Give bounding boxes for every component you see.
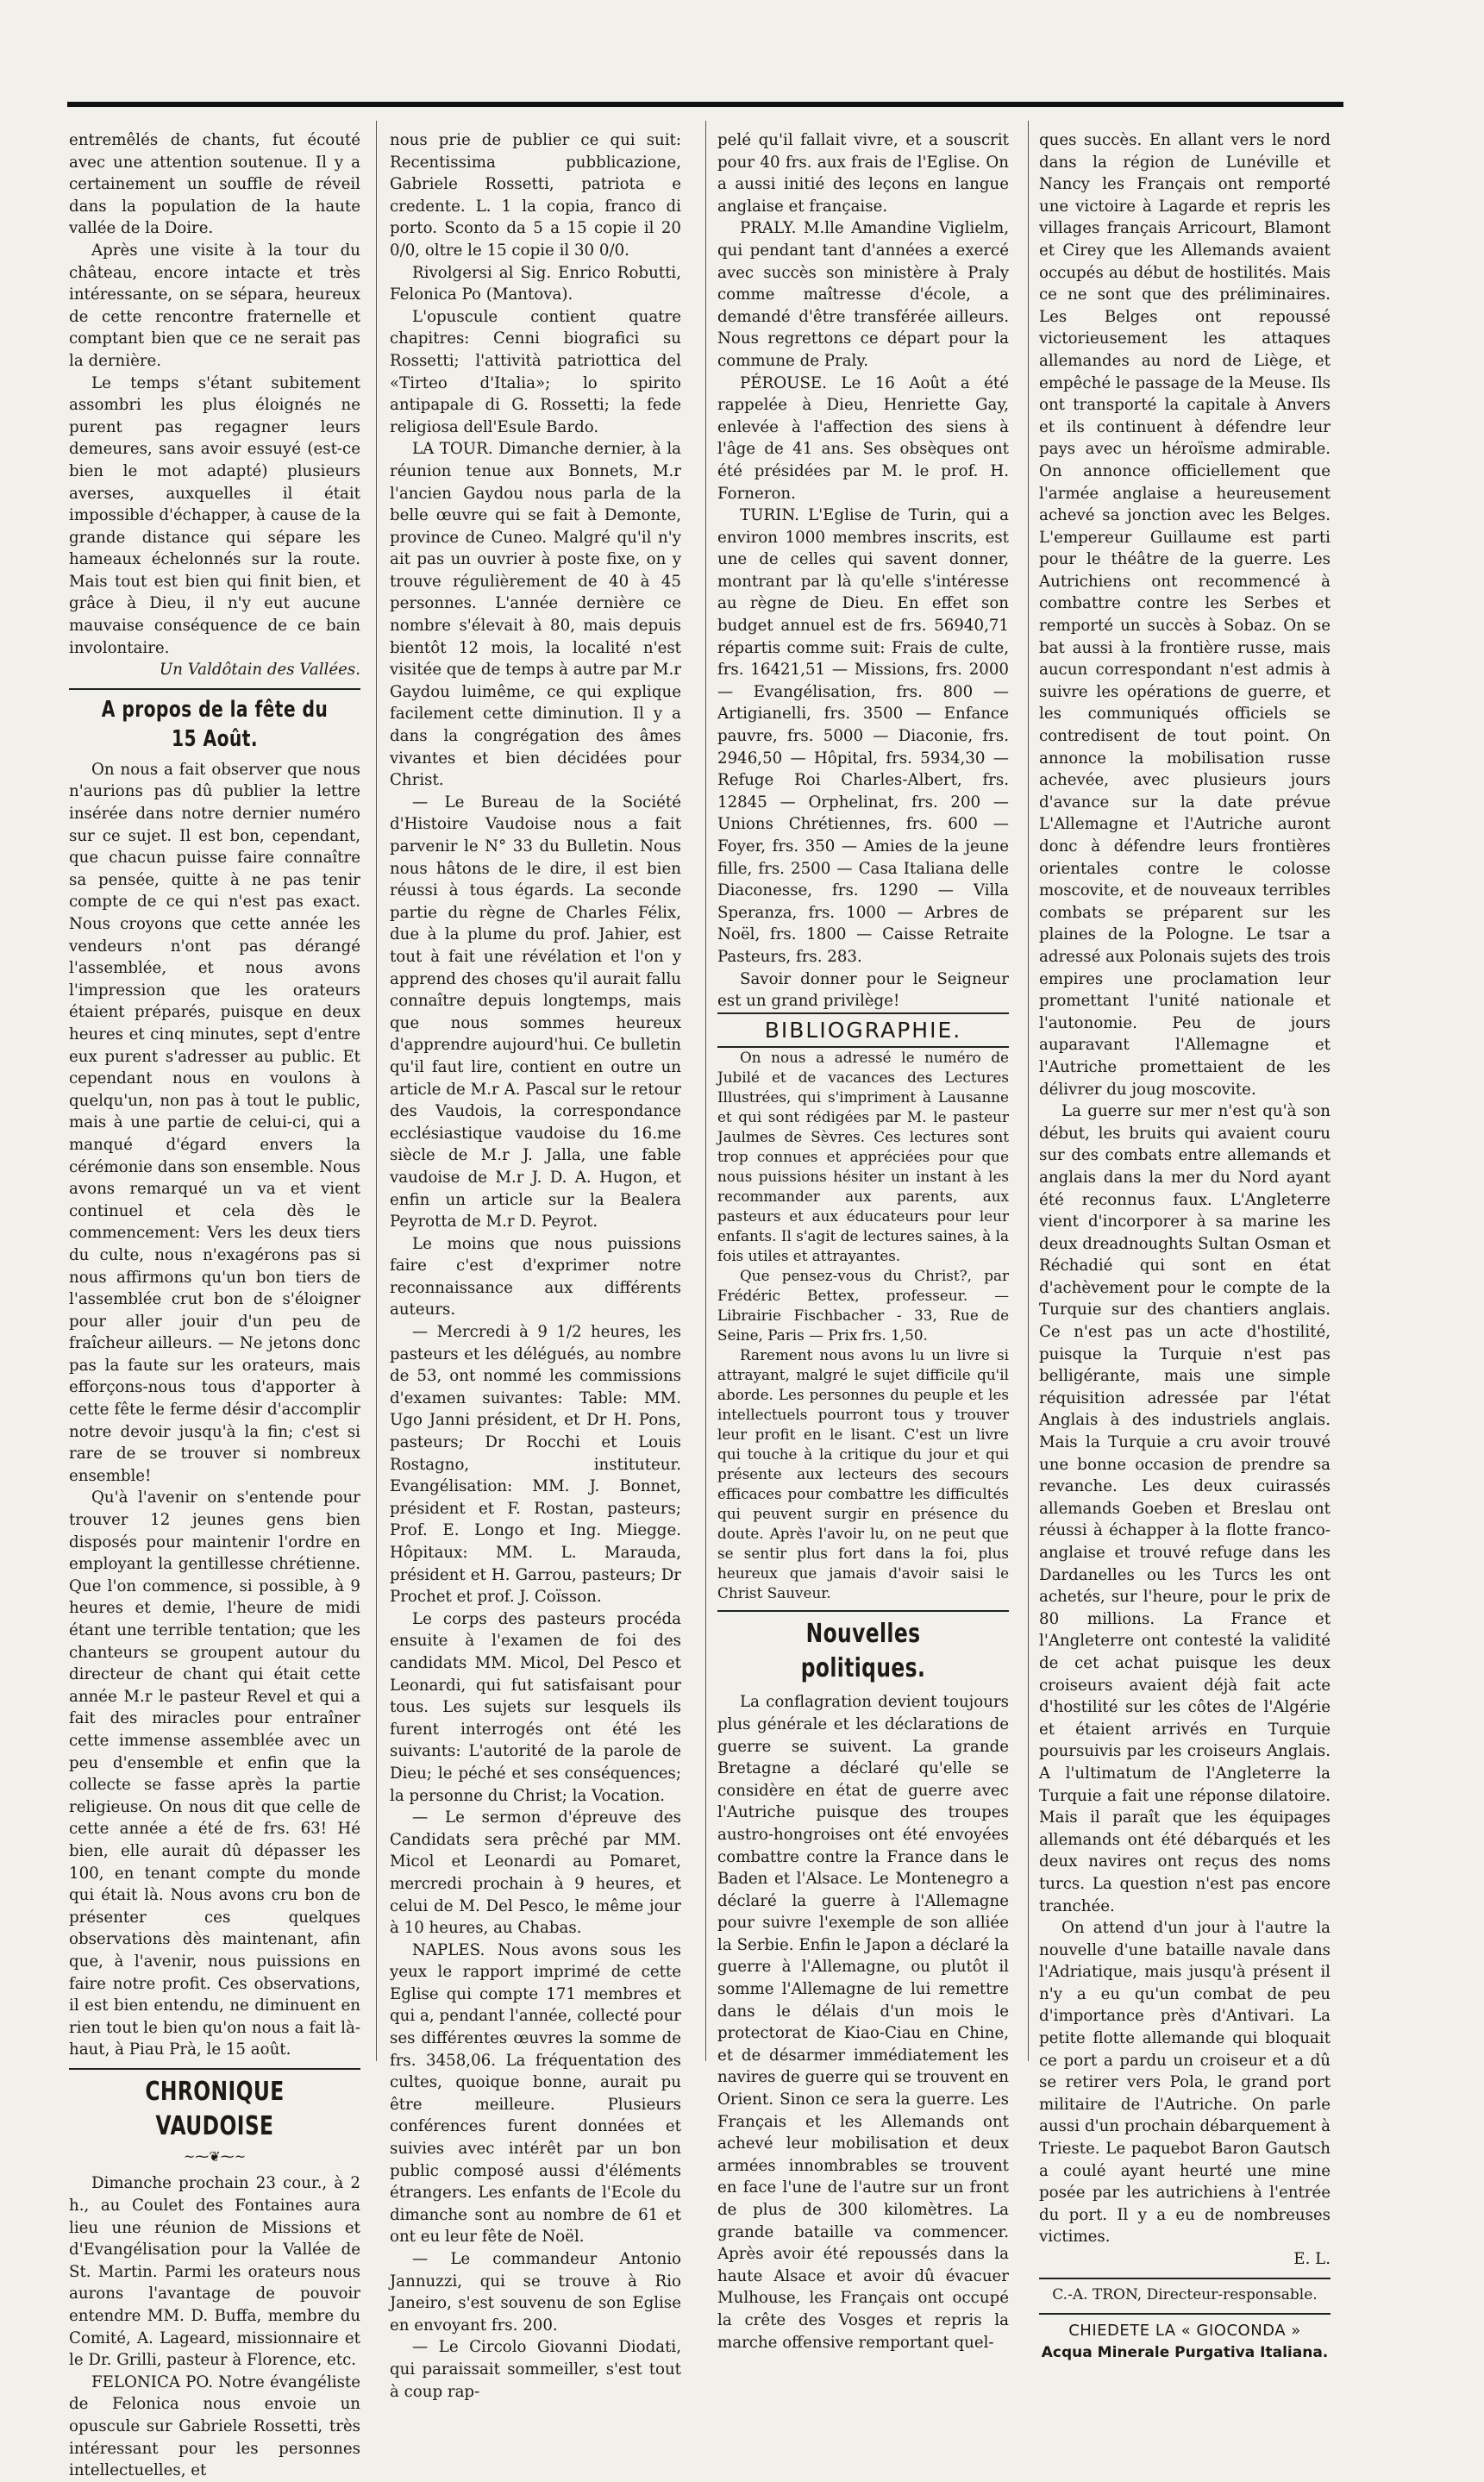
column-separator — [705, 121, 706, 2061]
paragraph: PRALY. M.lle Amandine Viglielm, qui pendant tant d'années a exercé avec succès son ministère à Praly comme maîtresse d'école, a demandé d'être transférée ailleurs. Nous regrettons ce départ pour la commune de Praly. — [717, 219, 1009, 370]
paragraph: On nous a adressé le numéro de Jubilé et de vacances des Lectures Illustrées, qui s'impriment à Lausanne et qui sont rédigées par M. le pasteur Jaulmes de Sèvres. Ces lectures sont trop connues et appréciées pour que nous puissions hésiter un instant à les recommander aux parents, aux pasteurs et aux éducateurs pour leur enfants. Il s'agit de lectures saines, à la fois utiles et attrayantes. — [717, 1049, 1009, 1265]
paragraph: L'opuscule contient quatre chapitres: Cenni biografici su Rossetti; l'attività patriottica del «Tirteo d'Italia»; lo spirito antipapale di G. Rossetti; la fede religiosa dell'Esule Bardo. — [390, 307, 681, 436]
paragraph: TURIN. L'Eglise de Turin, qui a environ 1000 membres inscrits, est une de celles qui savent donner, montrant par là qu'elle s'intéresse au règne de Dieu. En effet son budget annuel est de frs. 56940,71 répartis comme suit: Frais de culte, frs. 16421,51 — Missions, frs. 2000 — Evangélisation, frs. 800 — Artigianelli, frs. 3500 — Enfance pauvre, frs. 5000 — Diaconie, frs. 2946,50 — Hôpital, frs. 5934,30 — Refuge Roi Charles-Albert, frs. 12845 — Orphelinat, frs. 200 — Unions Chrétiennes, frs. 600 — Foyer, frs. 350 — Amies de la jeune fille, frs. 2500 — Casa Italiana delle Diaconesse, frs. 1290 — Villa Speranza, frs. 1000 — Arbres de Noël, frs. 1800 — Caisse Retraite Pasteurs, frs. 283. — [717, 506, 1009, 966]
paragraph: Le corps des pasteurs procéda ensuite à l'examen de foi des candidats MM. Micol, Del Pesco et Leonardi, qui fut satisfaisant pour tous. Les sujets sur lesquels ils furent interrogés ont été les suivants: L'autorité de la parole de Dieu; le péché et ses conséquences; la personne du Christ; la Vocation. — [390, 1609, 681, 1805]
paragraph: Que pensez-vous du Christ?, par Frédéric Bettex, professeur. — Librairie Fischbacher - 33, Rue de Seine, Paris — Prix frs. 1,50. — [717, 1267, 1009, 1344]
signature: Un Valdôtain des Vallées. — [159, 661, 360, 680]
column-3 — [717, 129, 1009, 2354]
paragraph: — Le commandeur Antonio Jannuzzi, qui se trouve à Rio Janeiro, s'est souvenu de son Eglise en envoyant frs. 200. — [390, 2250, 681, 2335]
ornament-icon: ~⁓❦⁓~ — [183, 2147, 247, 2165]
article-heading: A propos de la fête du 15 Août. — [101, 696, 329, 752]
advertisement-subtitle: Acqua Minerale Purgativa Italiana. — [1041, 2343, 1329, 2361]
paragraph: PÉROUSE. Le 16 Août a été rappelée à Dieu, Henriette Gay, enlevée à l'affection des siens à l'âge de 41 ans. Ses obsèques ont été présidées par M. le prof. H. Forneron. — [717, 373, 1009, 503]
paragraph: — Mercredi à 9 1/2 heures, les pasteurs et les délégués, au nombre de 53, ont nommé les commissions d'examen suivantes: Table: MM. Ugo Janni président, et Dr H. Pons, pasteurs; Dr Rocchi et Louis Rostagno, instituteur. Evangélisation: MM. J. Bonnet, président et F. Rostan, pasteurs; Prof. E. Longo et Ing. Miegge. Hôpitaux: MM. L. Marauda, président et H. Garrou, pasteurs; Dr Prochet et prof. J. Coïsson. — [390, 1323, 681, 1607]
paragraph: — Le Bureau de la Société d'Histoire Vaudoise nous a fait parvenir le N° 33 du Bulletin. Nous nous hâtons de le dire, il est bien réussi à tous égards. La seconde partie du règne de Charles Félix, due à la plume du prof. Jahier, est tout à fait une révélation et l'on y apprend des choses qu'il aurait fallu connaître depuis longtemps, mais que nous sommes heureux d'apprendre aujourd'hui. Ce bulletin qu'il faut lire, contient en outre un article de M.r A. Pascal sur le retour des Vaudois, la correspondance ecclésiastique vaudoise du 16.me siècle de M.r J. Jalla, une fable vaudoise de M.r J. D. A. Hugon, et enfin un article sur la Bealera Peyrotta de M.r D. Peyrot. — [390, 793, 681, 1232]
paragraph: entremêlés de chants, fut écouté avec une attention soutenue. Il y a certainement un souffle de réveil dans la population de la haute vallée de la Doire. — [69, 131, 360, 238]
paragraph: Savoir donner pour le Seigneur est un grand privilège! — [717, 969, 1009, 1011]
column-4 — [1039, 129, 1331, 2364]
paragraph: ques succès. En allant vers le nord dans la région de Lunéville et Nancy les Français ont remporté une victoire à Lagarde et repris les villages français Arricourt, Blamont et Cirey que les Allemands avaient occupés au début de hostilités. Mais ce ne sont que des préliminaires. Les Belges ont repoussé victorieusement les attaques allemandes au nord de Liège, et empêché le passage de la Meuse. Ils ont transporté la capitale à Anvers et ils continuent à défendre leur pays avec un héroïsme admirable. On annonce officiellement que l'armée anglaise a heureusement achevé sa jonction avec les Belges. L'empereur Guillaume est parti pour le théâtre de la guerre. Les Autrichiens ont recommencé à combattre contre les Serbes et remporté un succès à Sobaz. On se bat aussi à la frontière russe, mais aucun correspondant n'est admis à suivre les opérations de guerre, et les communiqués officiels se contredisent de tout point. On annonce la mobilisation russe achevée, avec plusieurs jours d'avance sur la date prévue L'Allemagne et l'Autriche auront donc à défendre leurs frontières orientales contre le colosse moscovite, et de nouveaux terribles combats se préparent sur les plaines de la Pologne. Le tsar a adressé aux Polonais sujets des trois empires une proclamation leur promettant l'unité nationale et l'autonomie. Peu de jours auparavant l'Allemagne et l'Autriche promettaient de les délivrer du joug moscovite. — [1039, 131, 1331, 1099]
divider — [69, 688, 360, 690]
divider — [1039, 2313, 1331, 2315]
bibliography-heading: BIBLIOGRAPHIE. — [764, 1017, 962, 1043]
paragraph: On nous a fait observer que nous n'aurions pas dû publier la lettre insérée dans notre dernier numéro sur ce sujet. Il est bon, cependant, que chacun puisse faire connaître sa pensée, quitte à ne pas tenir compte de ce qui n'est pas exact. Nous croyons que cette année les vendeurs n'ont pas dérangé l'assemblée, et nous avons l'impression que les orateurs étaient préparés, puisque en deux heures et cinq minutes, sept d'entre eux purent s'adresser au public. Et cependant nous en voulons à quelqu'un, non pas à tout le public, mais à une partie de celui-ci, qui a manqué d'égard envers la cérémonie dans son ensemble. Nous avons remarqué un va et vient continuel et cela dès le commencement: Vers les deux tiers du culte, nous n'exagérons pas si nous affirmons qu'un bon tiers de l'assemblée crut bon de s'éloigner pour aller jouir d'un peu de fraîcheur ailleurs. — Ne jetons donc pas la faute sur les orateurs, mais efforçons-nous tous d'apporter à cette fête le ferme désir d'accomplir notre devoir jusqu'à la fin; c'est si rare de se trouver si nombreux ensemble! — [69, 760, 360, 1485]
column-2 — [390, 129, 681, 2403]
paragraph: Après une visite à la tour du château, encore intacte et très intéressante, on se sépara, heureux de cette rencontre fraternelle et comptant bien que ce ne serait pas la dernière. — [69, 241, 360, 370]
paragraph: — Le Circolo Giovanni Diodati, qui paraissait sommeiller, s'est tout à coup rap- — [390, 2338, 681, 2401]
signature: E. L. — [1293, 2250, 1331, 2268]
top-rule — [67, 102, 1343, 107]
paragraph: NAPLES. Nous avons sous les yeux le rapport imprimé de cette Eglise qui compte 171 membres et qui a, pendant l'année, collecté pour ses différentes œuvres la somme de frs. 3458,06. La fréquentation des cultes, quoique bonne, aurait pu être meilleure. Plusieurs conférences furent données et suivies avec intérêt par un bon public composé aussi d'éléments étrangers. Les enfants de l'Ecole du dimanche sont au nombre de 61 et ont eu leur fête de Noël. — [390, 1940, 681, 2247]
column-separator — [1028, 121, 1029, 2061]
paragraph: — Le sermon d'épreuve des Candidats sera prêché par MM. Micol et Leonardi au Pomaret, mercredi prochain à 9 heures, et celui de M. Del Pesco, le même jour à 10 heures, au Chabas. — [390, 1808, 681, 1938]
column-1 — [69, 129, 360, 2482]
director-line: C.-A. TRON, Directeur-responsable. — [1052, 2285, 1318, 2303]
bibliography-heading-block — [717, 1012, 1009, 1049]
advertisement-title: CHIEDETE LA « GIOCONDA » — [1068, 2322, 1301, 2341]
paragraph: Dimanche prochain 23 cour., à 2 h., au Coulet des Fontaines aura lieu une réunion de Missions et d'Evangélisation pour la Vallée de St. Martin. Parmi les orateurs nous aurons l'avantage de pouvoir entendre MM. D. Buffa, membre du Comité, A. Lageard, missionnaire et le Dr. Grilli, pasteur à Florence, etc. — [69, 2174, 360, 2370]
paragraph: On attend d'un jour à l'autre la nouvelle d'une bataille navale dans l'Adriatique, mais jusqu'à présent il n'y a eu qu'un combat de peu d'importance près d'Antivari. La petite flotte allemande qui bloquait ce port a pardu un croiseur et a dû se retirer vers Pola, le grand port militaire de l'Autriche. On parle aussi d'un prochain débarquement à Trieste. Le paquebot Baron Gautsch a coulé ayant heurté une mine posée par les autrichiens à l'entrée du port. Il y a eu de nombreuses victimes. — [1039, 1919, 1331, 2247]
column-separator — [376, 121, 377, 2061]
divider — [717, 1610, 1009, 1612]
paragraph: FELONICA PO. Notre évangéliste de Felonica nous envoie un opuscule sur Gabriele Rossetti, très intéressant pour les personnes intellectuelles, et — [69, 2372, 360, 2480]
paragraph: Rarement nous avons lu un livre si attrayant, malgré le sujet difficile qu'il aborde. Les personnes du peuple et les intellectuels pourront tous y trouver leur profit en le lisant. C'est un livre qui touche à la critique du jour et qui présente aux lecteurs des secours efficaces pour combattre les difficultés qui peuvent surgir en présence du doute. Après l'avoir lu, on ne peut que se sentir plus fort dans la foi, plus heureux que jamais d'avoir saisi le Christ Sauveur. — [717, 1346, 1009, 1602]
paragraph: Le moins que nous puissions faire c'est d'exprimer notre reconnaissance aux différents auteurs. — [390, 1234, 681, 1319]
paragraph: pelé qu'il fallait vivre, et a souscrit pour 40 frs. aux frais de l'Eglise. On a aussi initié des leçons en langue anglaise et française. — [717, 131, 1009, 216]
paragraph: La guerre sur mer n'est qu'à son début, les bruits qui avaient couru sur des combats entre allemands et anglais dans la mer du Nord ayant été reconnus faux. L'Angleterre vient d'incorporer à sa marine les deux dreadnoughts Sultan Osman et Réchadié qui sont en état d'achèvement pour le compte de la Turquie sur des chantiers anglais. Ce n'est pas un acte d'hostilité, puisque la Turquie n'est pas belligérante, mais une simple réquisition adressée par l'état Anglais à des industriels anglais. Mais la Turquie a cru avoir trouvé une bonne occasion de prendre sa revanche. Les deux cuirassés allemands Goeben et Breslau ont réussi à échapper à la flotte franco-anglaise et trouvé refuge dans les Dardanelles ou les Turcs les ont achetés, sur l'heure, pour le prix de 80 millions. La France et l'Angleterre ont contesté la validité de cet achat puisque les deux croiseurs avaient déjà fait acte d'hostilité sur les côtes de l'Algérie et étaient arrivés en Turquie poursuivis par les croiseurs Anglais. A l'ultimatum de l'Angleterre la Turquie a fait une réponse dilatoire. Mais il paraît que les équipages allemands ont été débarqués et les deux navires ont reçus des noms turcs. La question n'est pas encore tranchée. — [1039, 1102, 1331, 1915]
advertisement — [1039, 2320, 1331, 2364]
paragraph: LA TOUR. Dimanche dernier, à la réunion tenue aux Bonnets, M.r l'ancien Gaydou nous parla de la belle œuvre qui se fait à Demonte, province de Cuneo. Malgré qu'il n'y ait pas un ouvrier à poste fixe, on y trouve régulièrement de 40 à 45 personnes. L'année dernière ce nombre s'élevait à 80, mais depuis bientôt 12 mois, la localité n'est visitée que de temps à autre par M.r Gaydou luimême, ce qui explique facilement cette diminution. Il y a dans la congrégation des âmes vivantes et bien décidées pour Christ. — [390, 440, 681, 790]
paragraph: Qu'à l'avenir on s'entende pour trouver 12 jeunes gens bien disposés pour maintenir l'ordre en employant la gentillesse chrétienne. Que l'on commence, si possible, à 9 heures et demie, l'heure de midi étant une terrible tentation; que les chanteurs se groupent autour du directeur de chant qui était cette année M.r le pasteur Revel et qui a fait des miracles pour entraîner cette immense assemblée avec un peu d'ensemble et enfin que la collecte se fasse après la partie religieuse. On nous dit que celle de cette année a été de frs. 63! Hé bien, elle aurait dû dépasser les 100, en tenant compte du monde qui était là. Nous avons cru bon de présenter ces quelques observations dès maintenant, afin que, à l'avenir, nous puissions en faire notre profit. Ces observations, il est bien entendu, ne diminuent en rien tout le bien qu'on nous a fait là-haut, à Piau Prà, le 15 août. — [69, 1489, 360, 2059]
bibliography-section — [717, 1048, 1009, 1603]
paragraph: La conflagration devient toujours plus générale et les déclarations de guerre se suivent. La grande Bretagne a déclaré qu'elle se considère en état de guerre avec l'Autriche puisque des troupes austro-hongroises ont été envoyées combattre contre la France dans le Baden et l'Alsace. Le Montenegro a déclaré la guerre à l'Allemagne pour suivre l'exemple de son alliée la Serbie. Enfin le Japon a déclaré la guerre à l'Allemagne, ou plutôt il somme l'Allemagne de lui remettre dans le délais d'un mois le protectorat de Kiao-Ciau en Chine, et de désarmer immédiatement les navires de guerre qui se trouvent en Orient. Sinon ce sera la guerre. Les Français et les Allemands ont achevé leur mobilisation et deux armées innombrables se trouvent en face l'une de l'autre sur un front de plus de 300 kilomètres. La grande bataille va commencer. Après avoir été repoussés dans la haute Alsace et avoir dû évacuer Mulhouse, les Français ont occupé la crête des Vosges et repris la marche offensive remportant quel- — [717, 1693, 1009, 2352]
section-heading: CHRONIQUE VAUDOISE — [145, 2076, 285, 2141]
paragraph: Rivolgersi al Sig. Enrico Robutti, Felonica Po (Mantova). — [390, 263, 681, 304]
section-heading: Nouvelles politiques. — [800, 1619, 926, 1684]
paragraph: nous prie de publier ce qui suit: Recentissima pubblicazione, Gabriele Rossetti, patriota e credente. L. 1 la copia, franco di porto. Sconto da 5 a 15 copie il 20 0/0, oltre le 15 copie il 30 0/0. — [390, 131, 681, 260]
paragraph: Le temps s'étant subitement assombri les plus éloignés ne purent pas regagner leurs demeures, sans avoir essuyé (est-ce bien le mot adapté) plusieurs averses, auxquelles il était impossible d'échapper, à cause de la grande distance qui sépare les hameaux échelonnés sur la route. Mais tout est bien qui finit bien, et grâce à Dieu, il n'y eut aucune mauvaise conséquence de ce bain involontaire. — [69, 373, 360, 657]
divider — [1039, 2278, 1331, 2279]
divider — [69, 2068, 360, 2070]
